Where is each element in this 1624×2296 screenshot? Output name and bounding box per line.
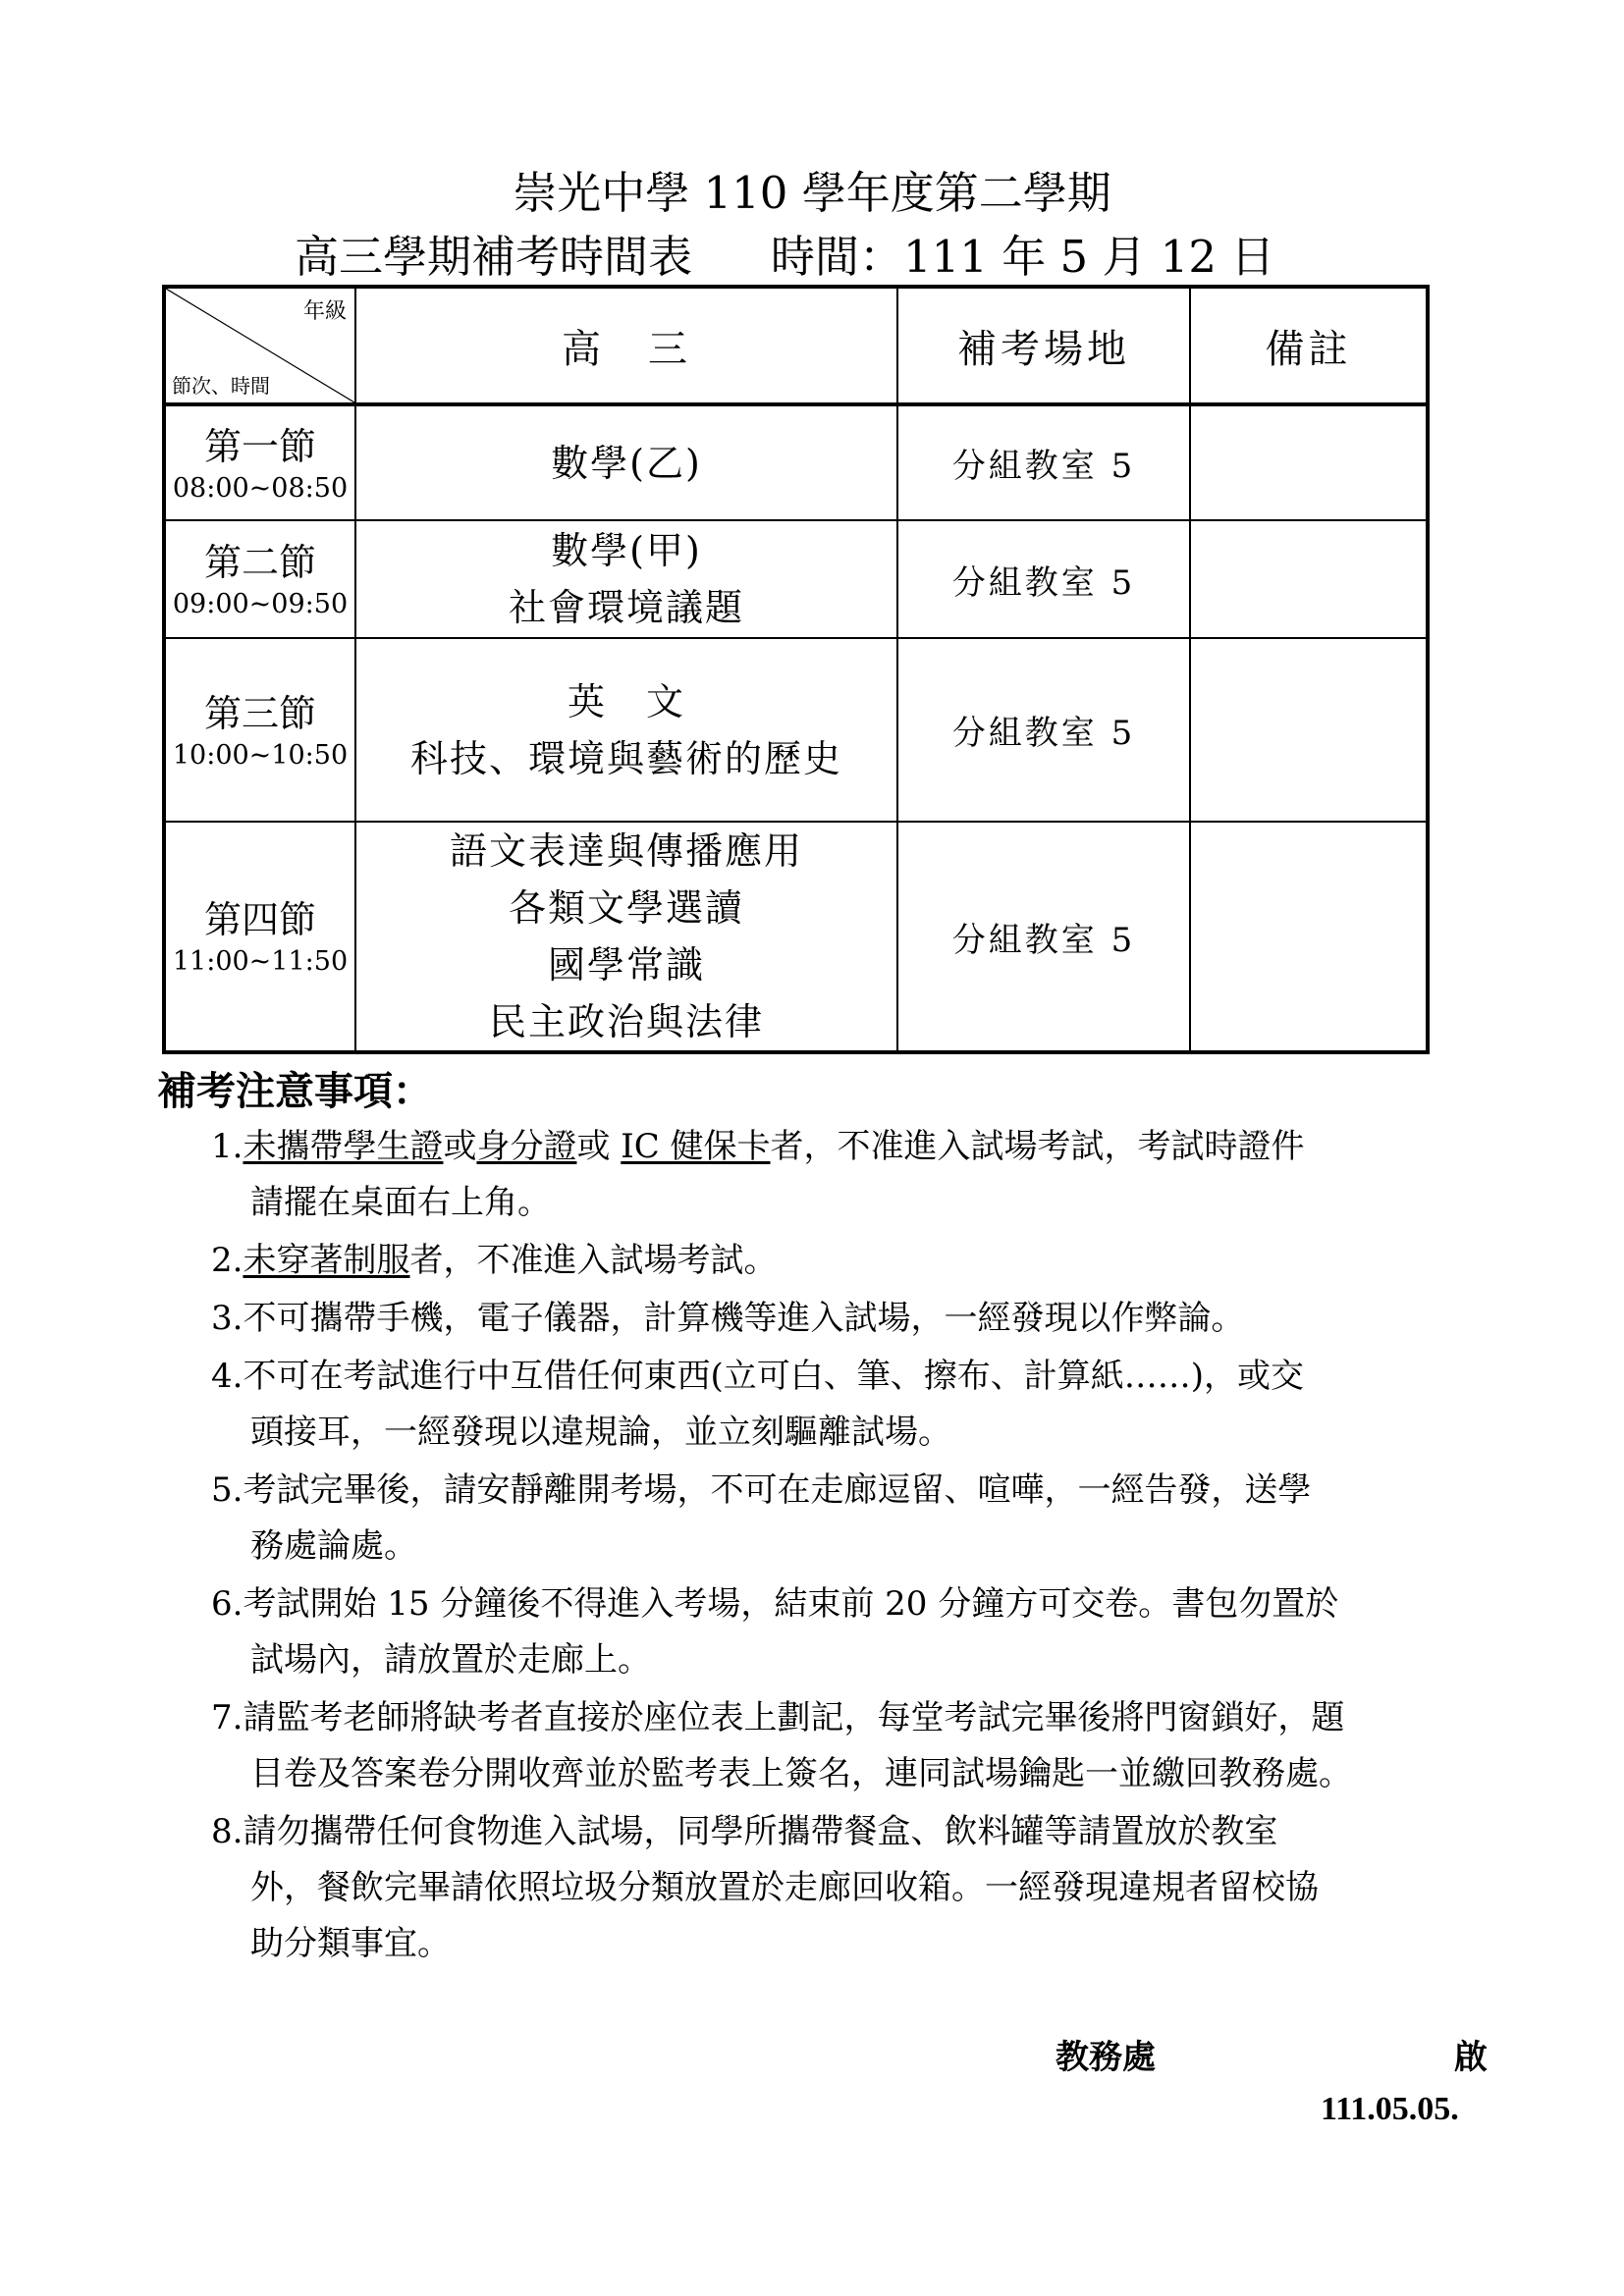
subject: 數學(乙) [551, 441, 702, 485]
underlined-text: 未穿著制服 [243, 1241, 410, 1280]
table-row [164, 520, 1428, 638]
note-text: 或 [443, 1127, 477, 1166]
issue-date: 111.05.05. [1321, 2091, 1459, 2127]
note-cell [1190, 404, 1428, 520]
note-number: 1. [211, 1127, 244, 1166]
note-line: 6.考試開始 15 分鐘後不得進入考場，結束前 20 分鐘方可交卷。書包勿置於 [211, 1584, 1339, 1624]
note-item [211, 1349, 1527, 1461]
note-line: 請擺在桌面右上角。 [250, 1183, 551, 1222]
subject: 各類文學選讀 [508, 886, 744, 930]
subject: 語文表達與傳播應用 [449, 829, 803, 873]
schedule-table [162, 285, 1430, 1054]
note-line [211, 1119, 1527, 1175]
note-line: 務處論處。 [250, 1526, 417, 1566]
note-line: 外，餐飲完畢請依照垃圾分類放置於走廊回收箱。一經發現違規者留校協 [250, 1868, 1319, 1907]
note-line: 試場內，請放置於走廊上。 [250, 1640, 651, 1680]
period-name: 第一節 [203, 424, 316, 468]
period-cell [164, 638, 355, 822]
subject: 社會環境議題 [508, 586, 744, 629]
note-line: 助分類事宜。 [250, 1924, 451, 1963]
note-line: 4.不可在考試進行中互借任何東西(立可白、筆、擦布、計算紙……)，或交 [211, 1357, 1304, 1396]
table-header-row [164, 287, 1428, 404]
note-cell [1190, 638, 1428, 822]
schedule-name: 高三學期補考時間表 [295, 231, 693, 283]
period-time: 11:00~11:50 [172, 946, 349, 977]
note-item [211, 1463, 1527, 1575]
notes-list [211, 1119, 1527, 1974]
table-row [164, 822, 1428, 1052]
header-room: 補考場地 [897, 287, 1190, 404]
table-row [164, 638, 1428, 822]
note-item [211, 1119, 1527, 1231]
note-line [211, 1233, 1527, 1289]
issuing-office: 教務處 [1056, 2038, 1156, 2077]
subject: 民主政治與法律 [488, 1000, 764, 1043]
table-row [164, 404, 1428, 520]
corner-grade-label: 年級 [302, 299, 347, 324]
room-cell: 分組教室 5 [897, 638, 1190, 822]
period-time: 09:00~09:50 [172, 589, 349, 619]
corner-period-label: 節次、時間 [172, 374, 270, 398]
subject: 國學常識 [547, 943, 705, 987]
subject-cell [355, 822, 897, 1052]
document-title: 崇光中學 110 學年度第二學期 [513, 167, 1111, 219]
subject-cell [355, 520, 897, 638]
corner-cell [164, 287, 355, 404]
note-line: 8.請勿攜帶任何食物進入試場，同學所攜帶餐盒、飲料罐等請置放於教室 [211, 1812, 1278, 1851]
period-time: 08:00~08:50 [172, 472, 349, 504]
period-cell [164, 822, 355, 1052]
note-item [211, 1804, 1527, 1972]
header-grade: 高 三 [355, 287, 897, 404]
underlined-text: IC 健保卡 [621, 1127, 771, 1166]
note-text: 者，不准進入試場考試，考試時證件 [770, 1127, 1305, 1166]
room-cell: 分組教室 5 [897, 520, 1190, 638]
subject-cell [355, 404, 897, 520]
subject-cell [355, 638, 897, 822]
note-line: 7.請監考老師將缺考者直接於座位表上劃記，每堂考試完畢後將門窗鎖好，題 [211, 1698, 1345, 1737]
period-time: 10:00~10:50 [172, 739, 349, 771]
subject: 數學(甲) [551, 529, 702, 572]
note-item [211, 1690, 1527, 1802]
period-name: 第四節 [203, 898, 316, 941]
signature-word: 啟 [1454, 2038, 1488, 2077]
subject: 英 文 [567, 679, 685, 723]
room-cell: 分組教室 5 [897, 404, 1190, 520]
note-line: 目卷及答案卷分開收齊並於監考表上簽名，連同試場鑰匙一並繳回教務處。 [250, 1754, 1352, 1793]
period-cell [164, 520, 355, 638]
period-cell [164, 404, 355, 520]
subject: 科技、環境與藝術的歷史 [409, 736, 842, 780]
note-line: 5.考試完畢後，請安靜離開考場，不可在走廊逗留、喧嘩，一經告發，送學 [211, 1470, 1312, 1510]
note-text: 或 [576, 1127, 622, 1166]
note-item [211, 1233, 1527, 1289]
note-line: 頭接耳，一經發現以違規論，並立刻驅離試場。 [250, 1413, 951, 1452]
note-cell [1190, 822, 1428, 1052]
period-name: 第二節 [203, 541, 316, 584]
note-line: 3.不可攜帶手機，電子儀器，計算機等進入試場，一經發現以作弊論。 [211, 1299, 1245, 1338]
underlined-text: 身分證 [476, 1127, 577, 1166]
header-note: 備註 [1190, 287, 1428, 404]
note-number: 2. [211, 1241, 244, 1280]
room-cell: 分組教室 5 [897, 822, 1190, 1052]
underlined-text: 未攜帶學生證 [243, 1127, 444, 1166]
exam-date: 時間：111 年 5 月 12 日 [771, 231, 1275, 283]
note-cell [1190, 520, 1428, 638]
note-item [211, 1576, 1527, 1688]
period-name: 第三節 [203, 691, 316, 735]
note-item [211, 1291, 1527, 1347]
notes-heading: 補考注意事項： [157, 1069, 432, 1114]
document-subtitle [295, 221, 1375, 285]
note-text: 者，不准進入試場考試。 [409, 1241, 778, 1280]
